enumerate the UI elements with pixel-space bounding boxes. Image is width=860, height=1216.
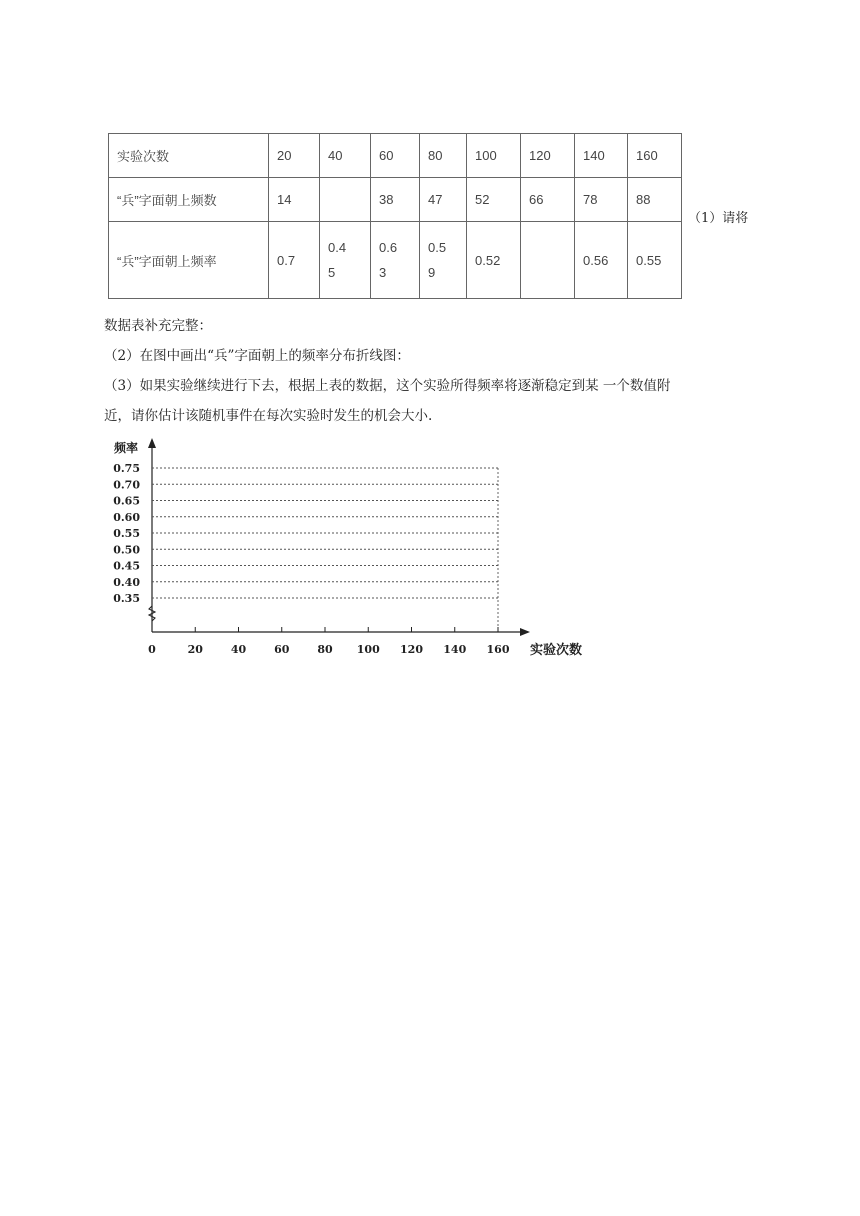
- y-tick-label: 0.60: [113, 510, 140, 524]
- question-3-text: （3）如果实验继续进行下去，根据上表的数据，这个实验所得频率将逐渐稳定到某 一个数值附: [104, 378, 671, 394]
- y-tick-label: 0.75: [113, 462, 140, 475]
- table-cell: 60: [371, 134, 420, 178]
- x-axis-arrow: [520, 628, 530, 636]
- table-cell: 14: [269, 178, 320, 222]
- cell-line: 0.6: [379, 240, 398, 255]
- table-cell: 140: [575, 134, 628, 178]
- x-tick-label: 120: [400, 643, 423, 656]
- table-row: [109, 222, 682, 299]
- y-tick-label: 0.45: [113, 559, 140, 573]
- table-cell: 实验次数: [109, 134, 269, 178]
- table-cell: 160: [628, 134, 682, 178]
- table-cell: 0.7: [269, 222, 320, 299]
- x-tick-label: 80: [317, 643, 333, 656]
- y-tick-label: 0.65: [113, 494, 140, 508]
- cell-line: 0.5: [428, 240, 447, 255]
- table-cell: 38: [371, 178, 420, 222]
- table-cell-wrapped: [320, 222, 371, 299]
- question-1-continuation: 数据表补充完整：: [104, 318, 212, 334]
- table-cell: 120: [521, 134, 575, 178]
- table-cell: 78: [575, 178, 628, 222]
- y-tick-label: 0.70: [113, 478, 140, 492]
- x-tick-label: 20: [187, 643, 203, 656]
- table-row: [109, 178, 682, 222]
- x-tick-label: 60: [274, 643, 290, 656]
- x-tick-label: 40: [230, 643, 247, 656]
- y-tick-label: 0.35: [113, 592, 140, 605]
- table-cell: 0.52: [467, 222, 521, 299]
- table-cell-wrapped: [371, 222, 420, 299]
- cell-line: 9: [428, 265, 436, 280]
- table-cell-blank: [521, 222, 575, 299]
- y-tick-label: 0.55: [113, 527, 140, 540]
- data-table: [108, 133, 682, 299]
- x-tick-label: 140: [443, 643, 467, 656]
- table-cell: 0.55: [628, 222, 682, 299]
- y-axis-label: 频率: [114, 441, 139, 455]
- x-axis-label: 实验次数: [530, 643, 583, 658]
- y-tick-label: 0.40: [113, 575, 140, 589]
- cell-line: 0.4: [328, 240, 347, 255]
- table-row: [109, 134, 682, 178]
- x-tick-label: 160: [486, 643, 510, 656]
- cell-line: 5: [328, 265, 336, 280]
- table-cell: 52: [467, 178, 521, 222]
- table-cell: 66: [521, 178, 575, 222]
- x-tick-label: 100: [356, 643, 380, 656]
- table-cell: 100: [467, 134, 521, 178]
- y-tick-label: 0.50: [113, 543, 140, 557]
- table-cell: “兵”字面朝上频率: [109, 222, 269, 299]
- table-cell-blank: [320, 178, 371, 222]
- question-3-text-continued: 近，请你估计该随机事件在每次实验时发生的机会大小.: [104, 408, 433, 424]
- table-cell: 40: [320, 134, 371, 178]
- frequency-line-chart: [100, 432, 620, 662]
- cell-line: 3: [379, 265, 387, 280]
- table-cell: “兵”字面朝上频数: [109, 178, 269, 222]
- x-tick-label: 0: [148, 643, 156, 656]
- table-cell: 20: [269, 134, 320, 178]
- table-cell: 88: [628, 178, 682, 222]
- question-2-text: （2）在图中画出“兵”字面朝上的频率分布折线图：: [104, 348, 410, 364]
- table-cell-wrapped: [420, 222, 467, 299]
- question-1-prompt: （1）请将: [688, 211, 749, 226]
- table-cell: 0.56: [575, 222, 628, 299]
- table-cell: 80: [420, 134, 467, 178]
- table-cell: 47: [420, 178, 467, 222]
- y-axis-arrow: [148, 438, 156, 448]
